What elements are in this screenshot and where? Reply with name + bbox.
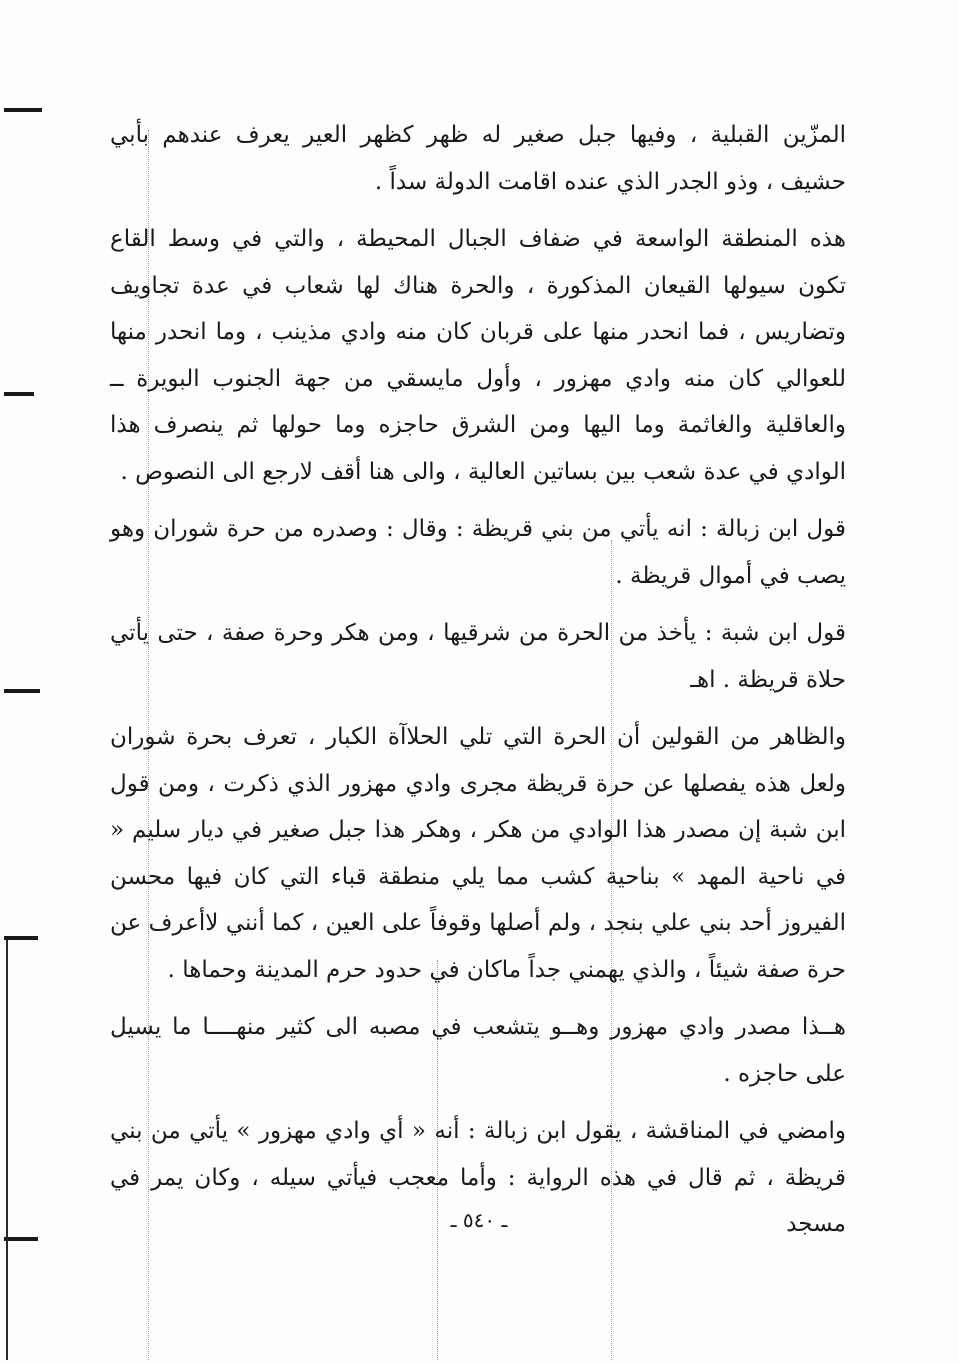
margin-mark <box>4 689 40 693</box>
margin-mark <box>4 1237 38 1241</box>
paragraph: والظاهر من القولين أن الحرة التي تلي الحلاآة الكبار ، تعرف بحرة شوران ولعل هذه يفصلها عن حرة قريظة مجرى وادي مهزور الذي ذكرت ، ومن قول ابن شبة إن مصدر هذا الوادي من هكر ، وهكر هذا جبل صغير في ديار سليم « في ناحية المهد » بناحية كشب مما يلي منطقة قباء التي كان فيها محسن الفيروز أحد بني علي بنجد ، ولم أصلها وقوفاً على العين ، كما أنني لاأعرف عن حرة صفة شيئاً ، والذي يهمني جداً ماكان في حدود حرم المدينة وحماها . <box>110 724 846 983</box>
margin-line <box>6 1240 8 1360</box>
paragraph: هذه المنطقة الواسعة في ضفاف الجبال المحيطة ، والتي في وسط القاع تكون سيولها القيعان المذكورة ، والحرة هناك لها شعاب في عدة تجاويف وتضاريس ، فما انحدر منها على قربان كان منه وادي مذينب ، وما انحدر منها للعوالي كان منه وادي مهزور ، وأول مايسقي من جهة الجنوب البويرة ــ والعاقلية والغاثمة وما اليها ومن الشرق حاجزه وما حولها ثم ينصرف هذا الوادي في عدة شعب بين بساتين العالية ، والى هنا أقف لارجع الى النصوص . <box>110 226 846 485</box>
page-number: ـ ٥٤٠ ـ <box>450 1208 508 1232</box>
paragraph: قول ابن شبة : يأخذ من الحرة من شرقيها ، ومن هكر وحرة صفة ، حتى يأتي حلاة قريظة . اهـ <box>110 620 846 693</box>
paragraph: قول ابن زبالة : انه يأتي من بني قريظة : وقال : وصدره من حرة شوران وهو يصب في أموال قريظة . <box>110 516 846 589</box>
paragraph: وامضي في المناقشة ، يقول ابن زبالة : أنه « أي وادي مهزور » يأتي من بني قريظة ، ثم قال في هذه الرواية : وأما معجب فيأتي سيله ، وكان يمر في مسجد <box>110 1118 846 1237</box>
margin-mark <box>4 936 38 940</box>
paragraph: هــذا مصدر وادي مهزور وهــو يتشعب في مصبه الى كثير منهــــا ما يسيل على حاجزه . <box>110 1014 846 1087</box>
margin-mark <box>4 108 42 112</box>
margin-mark <box>4 392 34 396</box>
paragraph: المزّين القبلية ، وفيها جبل صغير له ظهر كظهر العير يعرف عندهم بأبي حشيف ، وذو الجدر الذي عنده اقامت الدولة سداً . <box>110 122 846 195</box>
body-text <box>110 112 846 1259</box>
